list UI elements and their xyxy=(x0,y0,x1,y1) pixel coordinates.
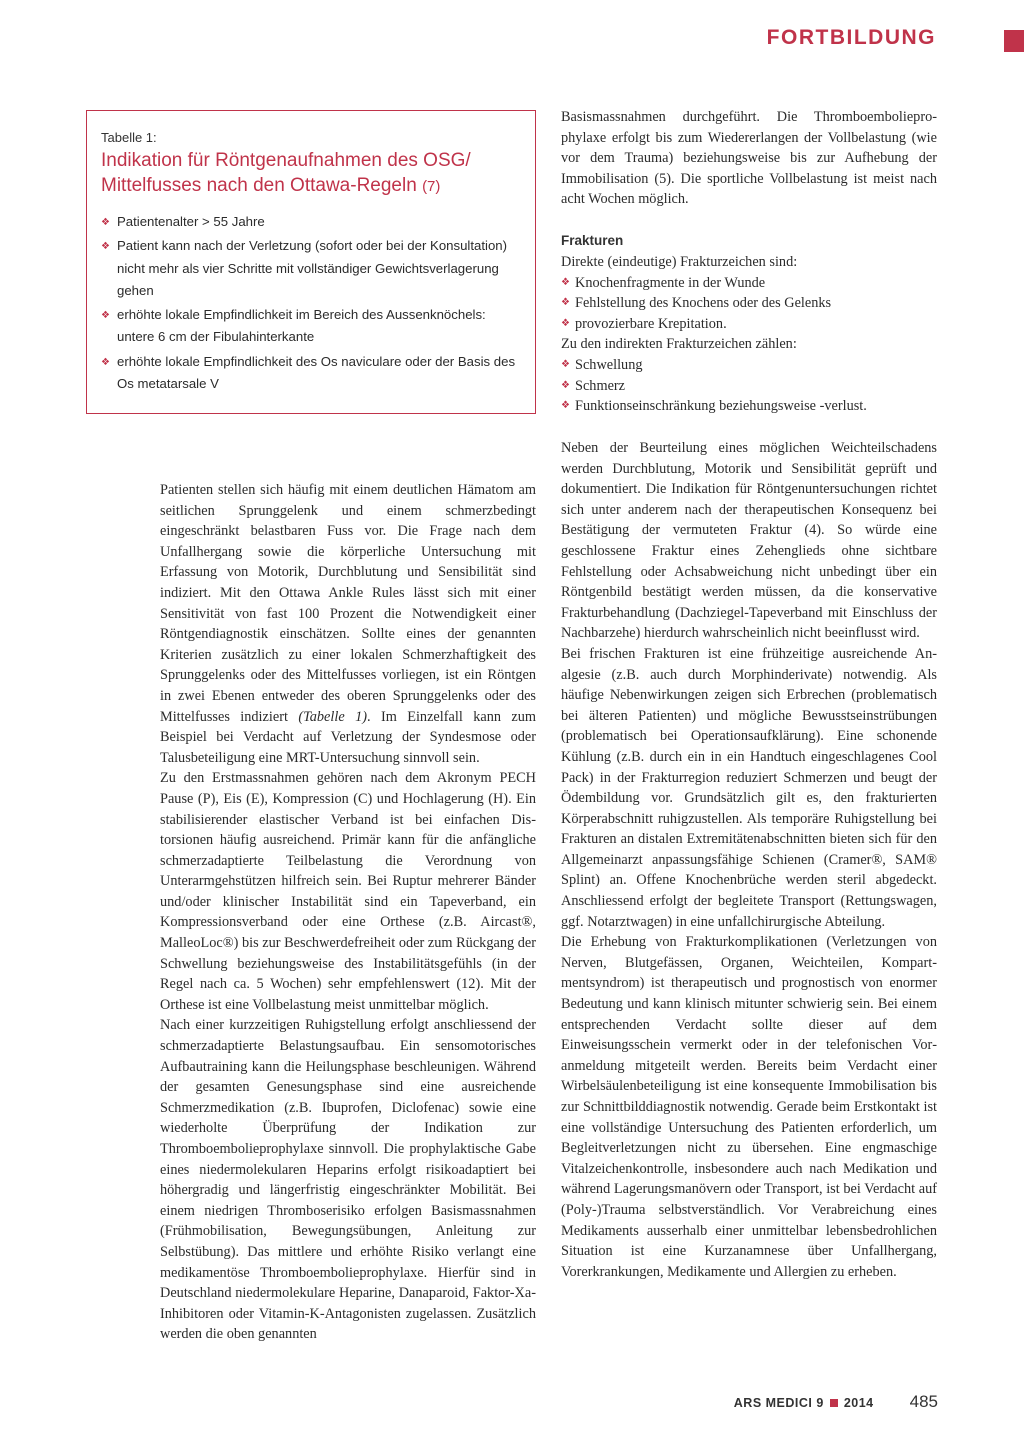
table-title-text: Indikation für Röntgenaufnahmen des OSG/ Mittelfusses nach den Ottawa-Regeln xyxy=(101,150,471,196)
list-item: ❖ erhöhte lokale Empfindlichkeit des Os naviculare oder der Basis des Os metatarsale V xyxy=(101,353,516,392)
table-reference: (Tabelle 1) xyxy=(298,708,367,725)
list-item: ❖ Knochenfragmente in der Wunde xyxy=(561,273,937,294)
fractures-section xyxy=(561,230,937,417)
list-item: ❖ Patient kann nach der Verletzung (sofort oder bei der Konsultation) nicht mehr als vier Schritte mit vollständiger Gewichtsverlagerung gehen xyxy=(101,238,508,298)
paragraph: Zu den Erstmassnahmen gehören nach dem Akronym PECH Pause (P), Eis (E), Kompression (C) und Hochlagerung (H). Ein stabilisierender elastischer Verband ist bei einfachen Distorsionen häufig ausreichend. Primär kann für die anfängliche schmerzadaptierte Teilbelastung die Verordnung von Unterarmgehstützen hilfreich sein. Bei Ruptur mehrerer Bänder und/oder klinischer Instabilität sind ein Tapeverband, ein Kompressionsverband oder eine Orthese (z.B. Aircast®, MalleoLoc®) bis zur Beschwerdefreiheit oder zum Rückgang der Schwellung beziehungsweise des Instabilitätsgefühls (in der Regel nach ca. 5 Wochen) sehr empfehlenswert (12). Mit der Orthese ist eine Vollbelastung meist unmittelbar möglich. xyxy=(160,770,536,1013)
bullet-diamond-icon: ❖ xyxy=(101,241,110,253)
direct-intro: Direkte (eindeutige) Frakturzeichen sind: xyxy=(561,254,798,270)
separator-square-icon xyxy=(830,1399,838,1407)
bullet-diamond-icon: ❖ xyxy=(561,317,570,329)
section-label: FORTBILDUNG xyxy=(766,26,936,49)
paragraph: Basismassnahmen durchgeführt. Die Thromboembolieprophylaxe erfolgt bis zum Wiedererlangen der Vollbelastung (wie vor dem Trauma) beziehungsweise bis zur Aufhebung der Immobilisation (5). Die sportliche Vollbelastung ist meist nach acht Wochen möglich. xyxy=(561,109,937,208)
page-footer xyxy=(734,1392,938,1412)
right-column-top xyxy=(561,107,937,210)
table-label: Tabelle 1: xyxy=(101,130,157,145)
list-item: ❖ Schmerz xyxy=(561,376,937,397)
list-item: ❖ provozierbare Krepitation. xyxy=(561,314,937,335)
list-item: ❖ Patientenalter > 55 Jahre xyxy=(101,211,521,233)
table-criteria-list xyxy=(101,211,521,395)
bullet-diamond-icon: ❖ xyxy=(561,297,570,309)
journal-year: 2014 xyxy=(843,1396,874,1410)
paragraph: Die Erhebung von Frakturkomplikationen (Verletzungen von Nerven, Blutgefässen, Organen, Weichteilen, Kompartmentsyndrom) ist therapeutisch und prognostisch von enormer Bedeutung und kann klinisch mitunter schwierig sein. Bei einem entsprechenden Verdacht sollte dieser auf dem Einweisungsschein vermerkt oder in der telefonischen Voranmeldung mitgeteilt werden. Bereits beim Verdacht einer Wirbelsäulenbeteiligung ist eine konsequente Immobilisation bis zur Schnittbilddiagnostik notwendig. Gerade beim Erstkontakt ist eine vollständige Untersuchung des Patienten erforderlich, um Begleitverletzungen nicht zu übersehen. Eine engmaschige Vitalzeichenkontrolle, insbesondere auch nach Medikation und während Lagerungsmanövern oder Transport, ist bei Verdacht auf (Poly-)Trauma selbstverständlich. Vor Verabreichung eines Medikaments ausserhalb einer unmittelbar lebensbedrohlichen Situation ist eine Kurzanamnese über Unfallhergang, Vorerkrankungen, Medikamente und Allergien zu erheben. xyxy=(561,934,937,1280)
list-item: ❖ erhöhte lokale Empfindlichkeit im Bereich des Aussenknöchels: untere 6 cm der Fibulahinterkante xyxy=(101,307,486,345)
paragraph: Nach einer kurzzeitigen Ruhigstellung erfolgt anschliessend der schmerzadaptierte Belastungsaufbau. Ein sensomotorisches Aufbautraining kann die Heilungsphase beschleunigen. Während der gesamten Genesungsphase sind eine ausreichende Schmerzmedikation (z.B. Ibuprofen, Diclofenac) sowie eine wiederholte Überprüfung der Indikation zur Thromboembolieprophylaxe sinnvoll. Die prophylaktische Gabe eines niedermolekularen Heparins erfolgt risikoadaptiert bei höhergradig und längerfristig eingeschränkter Mobilität. Bei einem niedrigen Thromboserisiko erfolgen Basismassnahmen (Frühmobilisation, Bewegungsübungen, Anleitung zur Selbstübung). Das mittlere und erhöhte Risiko verlangt eine medikamentöse Thromboembolieprophylaxe. Hierfür sind in Deutschland niedermolekulare Heparine, Danaparoid, Faktor-Xa-Inhibitoren oder Vitamin-K-Antagonisten zugelassen. Zusätzlich werden die oben genannten xyxy=(160,1017,536,1343)
table-title xyxy=(101,148,521,199)
paragraph: Neben der Beurteilung eines möglichen Weichteilschadens werden Durchblutung, Motorik und Sensibilität geprüft und dokumentiert. Die Indikation für Röntgenuntersuchungen richtet sich unter anderem nach der therapeutischen Konsequenz bei Bestätigung der vermuteten Fraktur (4). So würde eine geschlossene Fraktur eines Zehenglieds ohne sichtbare Fehlstellung oder Achsabweichung nicht unbedingt über ein Röntgenbild bestätigt werden müssen, da die konservative Frakturbehandlung (Dachziegel-Tapeverband mit Einschluss der Nachbarzehe) hierdurch wahrscheinlich nicht beeinflusst wird. xyxy=(561,440,937,642)
indirect-intro: Zu den indirekten Frakturzeichen zählen: xyxy=(561,336,797,353)
journal-name: ARS MEDICI 9 xyxy=(733,1396,824,1410)
bullet-diamond-icon: ❖ xyxy=(561,400,570,412)
list-item: ❖ Funktionseinschränkung beziehungsweise -verlust. xyxy=(561,396,937,417)
list-item: ❖ Fehlstellung des Knochens oder des Gelenks xyxy=(561,293,937,314)
bullet-diamond-icon: ❖ xyxy=(101,310,110,322)
bullet-diamond-icon: ❖ xyxy=(101,217,110,228)
left-column xyxy=(160,480,536,1345)
table-title-ref: (7) xyxy=(422,178,441,195)
right-column-main xyxy=(561,438,937,1282)
fractures-heading: Frakturen xyxy=(561,233,624,248)
direct-signs-list xyxy=(561,273,937,335)
bullet-diamond-icon: ❖ xyxy=(101,356,110,368)
indirect-signs-list xyxy=(561,355,937,417)
paragraph: Patienten stellen sich häufig mit einem deutlichen Hämatom am seitlichen Sprunggelenk und einem schmerzbedingt eingeschränkt belastbaren Fuss vor. Die Frage nach dem Unfallhergang sowie die körperliche Untersuchung mit Erfassung von Motorik, Durchblutung und Sensibilität sind indiziert. Mit den Ottawa Ankle Rules lässt sich mit einer Sensitivität von fast 100 Prozent die Notwendigkeit einer Röntgendiagnostik einschätzen. Sollte eines der genannten Kriterien zusätzlich zu einer lokalen Schmerzhaftigkeit des Sprunggelenks oder des Mittelfusses vorliegen, ist ein Röntgen in zwei Ebenen entweder des oberen Sprunggelenks oder des Mittelfusses indiziert (Tabelle 1). Im Einzelfall kann zum Beispiel bei Verdacht auf Verletzung der Syndesmose oder Talusbeteiligung eine MRT-Untersuchung sinnvoll sein. xyxy=(160,482,536,766)
list-item: ❖ Schwellung xyxy=(561,355,937,376)
bullet-diamond-icon: ❖ xyxy=(561,379,570,391)
bullet-diamond-icon: ❖ xyxy=(561,276,570,288)
paragraph: Bei frischen Frakturen ist eine frühzeitige ausreichende Analgesie (z.B. auch durch Morphinderivate) notwendig. Als häufige Nebenwirkungen zeigen sich Erbrechen (problematisch bei älteren Patienten) und mögliche Bewusstseinstrübungen (problematisch bei Operationsaufklärung). Eine schonende Kühlung (z.B. durch ein in ein Handtuch eingeschlagenes Cool Pack) in der Frakturregion reduziert Schmerzen und beugt der Ödembildung vor. Grundsätzlich gilt es, den frakturierten Körperabschnitt ruhigzustellen. Als temporäre Ruhigstellung bei Frakturen an distalen Extremitätenabschnitten bieten sich für den Allgemeinarzt anpassungsfähige Schienen (Cramer®, SAM® Splint) an. Offene Knochenbrüche werden steril abgedeckt. Anschliessend erfolgt der begleitete Transport (Rettungswagen, ggf. Notarztwagen) in eine unfallchirurgische Abteilung. xyxy=(561,645,937,930)
table-box xyxy=(86,110,536,414)
section-marker xyxy=(1004,30,1024,52)
bullet-diamond-icon: ❖ xyxy=(561,358,570,370)
page-number: 485 xyxy=(909,1392,938,1411)
